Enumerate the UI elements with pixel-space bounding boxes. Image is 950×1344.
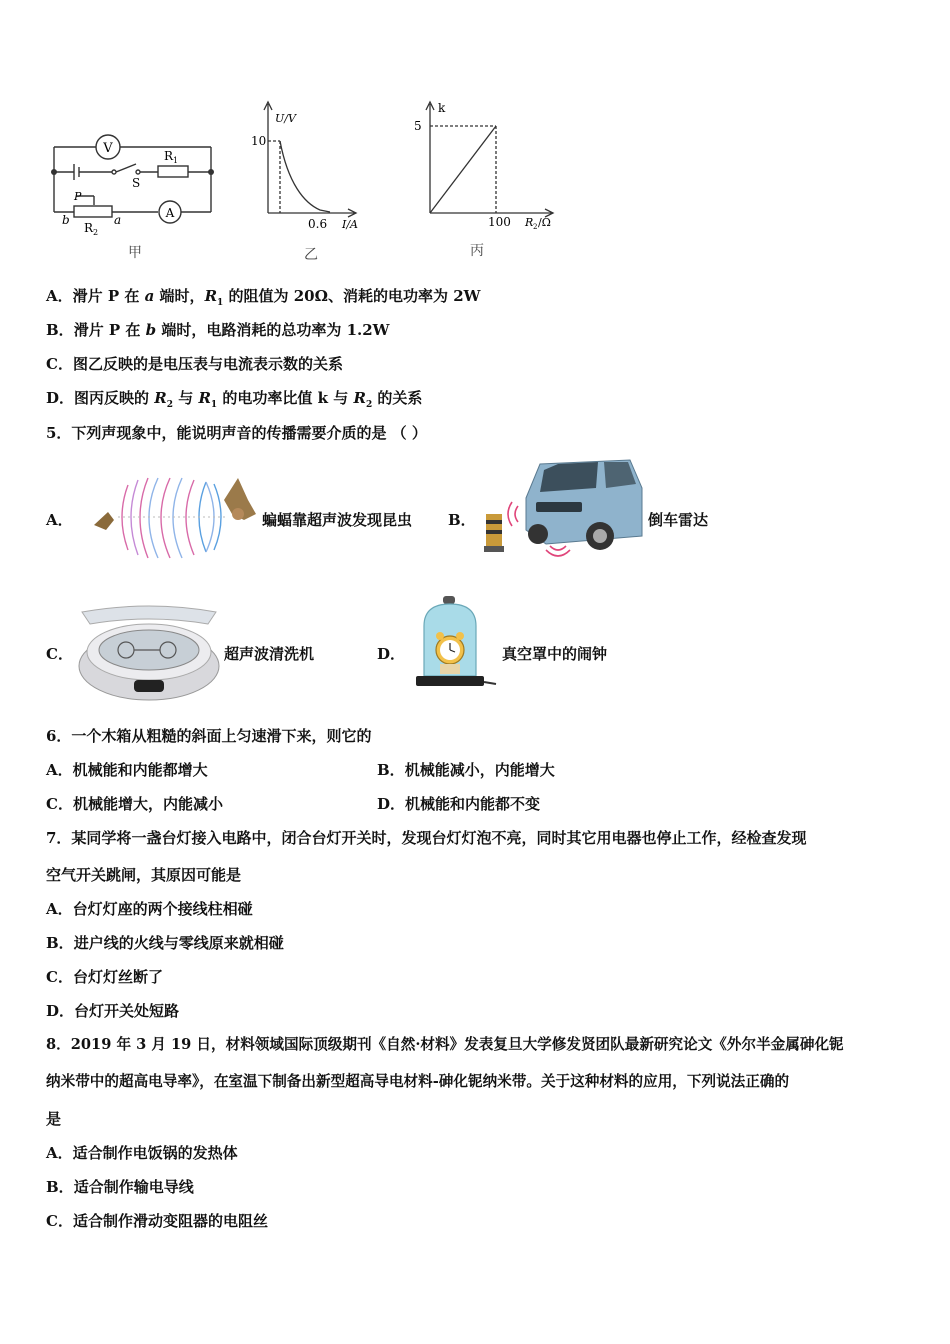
- q5-stem: 5．下列声现象中，能说明声音的传播需要介质的是 （ ）: [46, 424, 427, 442]
- yi-x-label: I/A: [342, 218, 358, 231]
- r1-label: R: [164, 149, 174, 163]
- figure-caption-yi: 乙: [304, 247, 318, 263]
- bing-x-label: R: [525, 216, 534, 229]
- q5-option-c-letter: C．: [46, 645, 73, 663]
- q5-option-c-caption: 超声波清洗机: [224, 645, 315, 663]
- bing-y-tick: 5: [414, 119, 422, 133]
- yi-x-tick: 0.6: [308, 217, 328, 231]
- ammeter-label: A: [165, 206, 175, 220]
- bing-x-label-sub: 2: [533, 223, 538, 231]
- q5-option-d-caption: 真空罩中的闹钟: [502, 645, 608, 663]
- bing-y-label: k: [438, 101, 446, 115]
- graph-bing: [408, 98, 558, 238]
- bing-x-tick: 100: [488, 215, 511, 229]
- reverse-radar-car-image: [480, 458, 646, 560]
- bing-x-label-unit: /Ω: [538, 216, 551, 229]
- voltmeter-label: V: [103, 141, 113, 156]
- figure-caption-bing: 丙: [470, 243, 484, 259]
- q7-option-c: C．台灯灯丝断了: [46, 968, 163, 986]
- r2-sub: 2: [93, 228, 99, 237]
- yi-y-tick: 10: [251, 134, 267, 148]
- q8-stem-line3: 是: [46, 1110, 62, 1128]
- q8-stem-line2: 纳米带中的超高电导率》，在室温下制备出新型超高导电材料-砷化铌纳米带。关于这种材料的应用，下列说法正确的: [46, 1073, 790, 1090]
- ultrasonic-cleaner-image: [76, 604, 222, 704]
- q6-stem: 6．一个木箱从粗糙的斜面上匀速滑下来，则它的: [46, 727, 372, 745]
- figure-caption-jia: 甲: [128, 245, 142, 261]
- r1-sub: 1: [173, 156, 179, 165]
- vacuum-bell-jar-clock-image: [410, 594, 498, 698]
- q5-option-d-letter: D．: [377, 645, 406, 663]
- q5-option-a-letter: A．: [46, 511, 73, 529]
- q7-option-d: D．台灯开关处短路: [46, 1002, 180, 1020]
- q5-option-b-letter: B．: [448, 511, 476, 529]
- q4-option-c: C．图乙反映的是电压表与电流表示数的关系: [46, 355, 343, 373]
- graph-yi: [244, 98, 364, 238]
- terminal-a-label: a: [114, 213, 122, 227]
- q4-option-a: A．滑片 P 在 a 端时，$R_1$ 的阻值为 20Ω、消耗的电功率为 2W: [46, 287, 481, 308]
- q7-option-a: A．台灯灯座的两个接线柱相碰: [46, 900, 253, 918]
- q7-option-b: B．进户线的火线与零线原来就相碰: [46, 934, 284, 952]
- q8-option-c: C．适合制作滑动变阻器的电阻丝: [46, 1212, 268, 1230]
- r2-label: R: [84, 221, 94, 235]
- q8-option-a: A．适合制作电饭锅的发热体: [46, 1144, 238, 1162]
- q4-option-d: D．图丙反映的 $R_2$ 与 $R_1$ 的电功率比值 k 与 $R_2$ 的关系: [46, 389, 423, 410]
- terminal-b-label: b: [62, 213, 70, 227]
- bat-ultrasound-image: [88, 470, 258, 565]
- q7-stem-line2: 空气开关跳闸，其原因可能是: [46, 866, 242, 884]
- q5-option-b-caption: 倒车雷达: [648, 511, 709, 529]
- q6-option-b: B．机械能减小，内能增大: [377, 761, 555, 779]
- q7-stem-line1: 7．某同学将一盏台灯接入电路中，闭合台灯开关时，发现台灯灯泡不亮，同时其它用电器也停止工作，经检查发现: [46, 829, 807, 847]
- q6-option-c: C．机械能增大，内能减小: [46, 795, 223, 813]
- q8-stem-line1: 8．2019 年 3 月 19 日，材料领域国际顶级期刊《自然·材料》发表复旦大学修发贤团队最新研究论文《外尔半金属砷化铌: [46, 1036, 844, 1053]
- q5-option-a-caption: 蝙蝠靠超声波发现昆虫: [262, 511, 413, 529]
- q8-option-b: B．适合制作输电导线: [46, 1178, 194, 1196]
- q4-option-b: B．滑片 P 在 b 端时，电路消耗的总功率为 1.2W: [46, 321, 390, 339]
- q6-option-d: D．机械能和内能都不变: [377, 795, 541, 813]
- switch-label: S: [132, 176, 141, 190]
- slider-label: P: [74, 190, 82, 203]
- q6-option-a: A．机械能和内能都增大: [46, 761, 208, 779]
- yi-y-label: U/V: [275, 112, 296, 125]
